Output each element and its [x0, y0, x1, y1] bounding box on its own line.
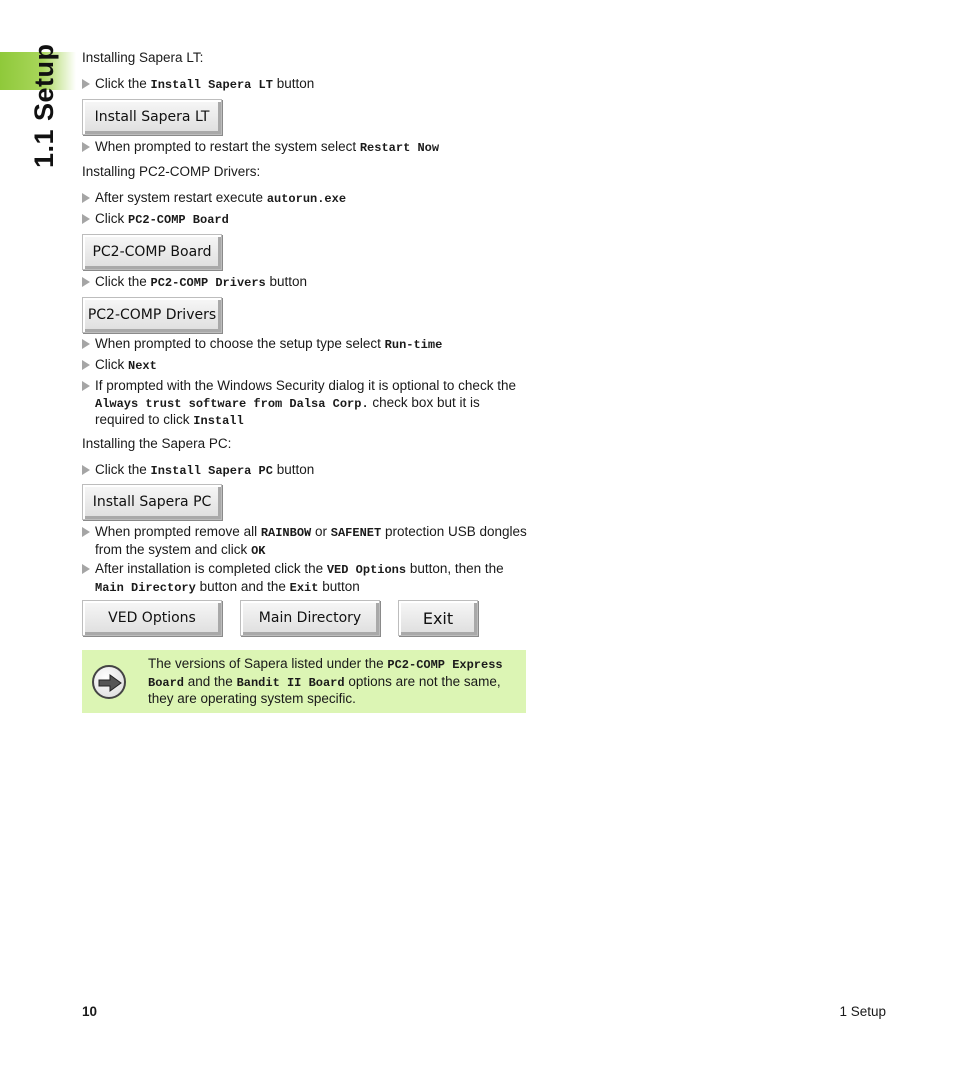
bullet-arrow-icon — [82, 360, 90, 370]
heading-installing-sapera-lt: Installing Sapera LT: — [82, 50, 204, 65]
step-click-next: Click Next — [82, 357, 527, 375]
bullet-arrow-icon — [82, 277, 90, 287]
step-click-pc2-comp-board: Click PC2-COMP Board — [82, 211, 527, 229]
step-windows-security: If prompted with the Windows Security dialog it is optional to check the Always trust software from Dalsa Corp. check box but it is required to click Install — [82, 378, 527, 430]
exit-button[interactable]: Exit — [398, 600, 478, 636]
footer-chapter: 1 Setup — [839, 1004, 886, 1019]
step-click-pc2-comp-drivers: Click the PC2-COMP Drivers button — [82, 274, 527, 292]
chapter-side-title: 1.1 Setup — [29, 43, 59, 168]
heading-installing-pc2-comp-drivers: Installing PC2-COMP Drivers: — [82, 164, 261, 179]
bullet-arrow-icon — [82, 214, 90, 224]
bullet-arrow-icon — [82, 79, 90, 89]
bullet-arrow-icon — [82, 339, 90, 349]
arrow-right-icon — [92, 665, 126, 699]
step-restart-now: When prompted to restart the system select Restart Now — [82, 139, 527, 157]
bullet-arrow-icon — [82, 564, 90, 574]
note-box — [82, 650, 526, 713]
bullet-arrow-icon — [82, 381, 90, 391]
pc2-comp-drivers-button[interactable]: PC2-COMP Drivers — [82, 297, 222, 333]
step-click-install-sapera-lt: Click the Install Sapera LT button — [82, 76, 527, 94]
step-after-installation: After installation is completed click the VED Options button, then the Main Directory button and the Exit button — [82, 561, 527, 596]
note-text: The versions of Sapera listed under the PC2-COMP Express Board and the Bandit II Board options are not the same, they are operating system specific. — [148, 656, 503, 706]
step-remove-dongles: When prompted remove all RAINBOW or SAFENET protection USB dongles from the system and click OK — [82, 524, 527, 559]
install-sapera-pc-button[interactable]: Install Sapera PC — [82, 484, 222, 520]
bullet-arrow-icon — [82, 465, 90, 475]
bullet-arrow-icon — [82, 193, 90, 203]
page-number: 10 — [82, 1004, 98, 1019]
main-directory-button[interactable]: Main Directory — [240, 600, 380, 636]
step-execute-autorun: After system restart execute autorun.exe — [82, 190, 527, 208]
step-select-run-time: When prompted to choose the setup type select Run-time — [82, 336, 527, 354]
bullet-arrow-icon — [82, 527, 90, 537]
heading-installing-sapera-pc: Installing the Sapera PC: — [82, 436, 232, 451]
bullet-arrow-icon — [82, 142, 90, 152]
ved-options-button[interactable]: VED Options — [82, 600, 222, 636]
install-sapera-lt-button[interactable]: Install Sapera LT — [82, 99, 222, 135]
step-click-install-sapera-pc: Click the Install Sapera PC button — [82, 462, 527, 480]
pc2-comp-board-button[interactable]: PC2-COMP Board — [82, 234, 222, 270]
